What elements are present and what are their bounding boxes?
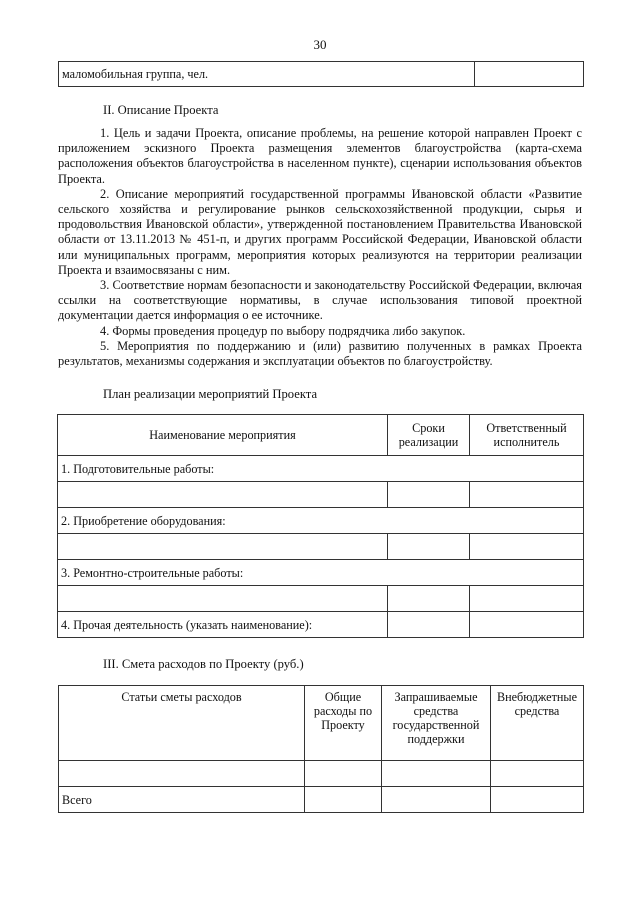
section-2-body bbox=[58, 126, 582, 369]
cell[interactable] bbox=[470, 612, 584, 638]
cell[interactable] bbox=[58, 482, 388, 508]
cell[interactable] bbox=[491, 787, 584, 813]
cell[interactable] bbox=[382, 787, 491, 813]
section-3-heading: III. Смета расходов по Проекту (руб.) bbox=[103, 657, 304, 671]
cell[interactable] bbox=[491, 761, 584, 787]
total-row bbox=[59, 787, 584, 813]
cell[interactable] bbox=[305, 761, 382, 787]
cell[interactable] bbox=[58, 586, 388, 612]
section-2-heading: II. Описание Проекта bbox=[103, 103, 219, 117]
col-header-total-costs: Общие расходы по Проекту bbox=[305, 686, 382, 761]
cell[interactable] bbox=[59, 761, 305, 787]
page-number: 30 bbox=[313, 37, 327, 52]
cell[interactable] bbox=[388, 534, 470, 560]
table-row bbox=[58, 586, 584, 612]
paragraph-3: 3. Соответствие нормам безопасности и законодательству Российской Федерации, включая ссылки на соответствующие нормативы, в случае использования типовой проектной документации дается информация о ее источнике. bbox=[58, 278, 582, 323]
col-header-timing: Сроки реализации bbox=[388, 415, 470, 456]
cell[interactable] bbox=[470, 534, 584, 560]
plan-title: План реализации мероприятий Проекта bbox=[103, 387, 318, 401]
section-label: 2. Приобретение оборудования: bbox=[58, 508, 584, 534]
top-table-fragment bbox=[58, 61, 584, 87]
col-header-extra-budget: Внебюджетные средства bbox=[491, 686, 584, 761]
section-label: 3. Ремонтно-строительные работы: bbox=[58, 560, 584, 586]
table-header-row bbox=[59, 686, 584, 761]
section-row bbox=[58, 456, 584, 482]
plan-table bbox=[57, 414, 584, 638]
cell[interactable] bbox=[470, 482, 584, 508]
cell[interactable] bbox=[305, 787, 382, 813]
col-header-requested-support: Запрашиваемые средства государственной поддержки bbox=[382, 686, 491, 761]
paragraph-4: 4. Формы проведения процедур по выбору подрядчика либо закупок. bbox=[100, 323, 466, 338]
total-label: Всего bbox=[59, 787, 305, 813]
section-label: 1. Подготовительные работы: bbox=[58, 456, 584, 482]
budget-table bbox=[58, 685, 584, 813]
cell[interactable] bbox=[388, 482, 470, 508]
table-row bbox=[59, 761, 584, 787]
paragraph-5: 5. Мероприятия по поддержанию и (или) развитию полученных в рамках Проекта результатов, механизмы содержания и эксплуатации объектов по благоустройству. bbox=[58, 338, 582, 369]
table-row bbox=[59, 62, 584, 87]
table-row bbox=[58, 534, 584, 560]
paragraph-2: 2. Описание мероприятий государственной программы Ивановской области «Развитие сельского хозяйства и регулирование рынков сельскохозяйственной продукции, сырья и продовольствия Ивановской области», утвержденной постановлением Правительства Ивановской области от 13.11.2013 № 451-п, и других программ Российской Федерации, Ивановской области или муниципальных программ, мероприятия которых реализуются на территории реализации Проекта и взаимосвязаны с ним. bbox=[58, 186, 582, 277]
row-value-cell[interactable] bbox=[475, 62, 584, 87]
table-header-row bbox=[58, 415, 584, 456]
section-row bbox=[58, 508, 584, 534]
section-row bbox=[58, 612, 584, 638]
col-header-items: Статьи сметы расходов bbox=[59, 686, 305, 761]
section-label: 4. Прочая деятельность (указать наименование): bbox=[58, 612, 388, 638]
cell[interactable] bbox=[388, 612, 470, 638]
row-label: маломобильная группа, чел. bbox=[59, 62, 475, 87]
table-row bbox=[58, 482, 584, 508]
cell[interactable] bbox=[470, 586, 584, 612]
cell[interactable] bbox=[388, 586, 470, 612]
paragraph-1: 1. Цель и задачи Проекта, описание проблемы, на решение которой направлен Проект с приложением эскизного Проекта размещения элементов благоустройства (карта-схема расположения объектов благоустройства в населенном пункте), сценарии использования объектов Проекта. bbox=[58, 126, 582, 186]
col-header-responsible: Ответственный исполнитель bbox=[470, 415, 584, 456]
section-row bbox=[58, 560, 584, 586]
cell[interactable] bbox=[382, 761, 491, 787]
cell[interactable] bbox=[58, 534, 388, 560]
col-header-activity: Наименование мероприятия bbox=[58, 415, 388, 456]
